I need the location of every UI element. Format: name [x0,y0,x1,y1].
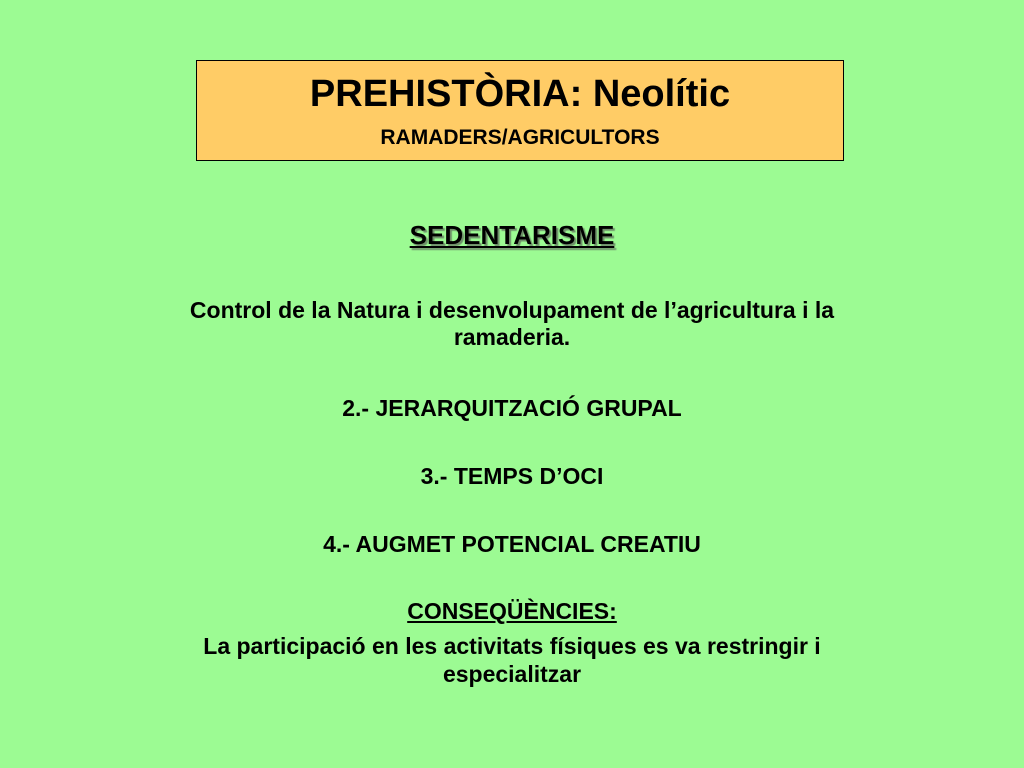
consequences-label-text: CONSEQÜÈNCIES: [407,598,617,624]
title-box [196,60,844,161]
consequences-line-1: La participació en les activitats físiques es va restringir i [203,633,821,659]
slide-title: PREHISTÒRIA: Neolític [309,73,731,115]
consequences-line-2: especialitzar [442,661,582,687]
control-line-2: ramaderia. [453,324,571,350]
consequences-label [0,597,1024,625]
point-2: 2.- JERARQUITZACIÓ GRUPAL [342,395,682,421]
section-heading [0,219,1024,251]
control-line-1: Control de la Natura i desenvolupament de l’agricultura i la [189,297,835,323]
section-heading-text: SEDENTARISME [409,220,615,250]
point-3: 3.- TEMPS D’OCI [420,463,604,489]
control-paragraph [0,297,1024,351]
consequences-paragraph [0,632,1024,688]
point-4: 4.- AUGMET POTENCIAL CREATIU [323,531,701,557]
slide-subtitle: RAMADERS/AGRICULTORS [380,126,660,149]
